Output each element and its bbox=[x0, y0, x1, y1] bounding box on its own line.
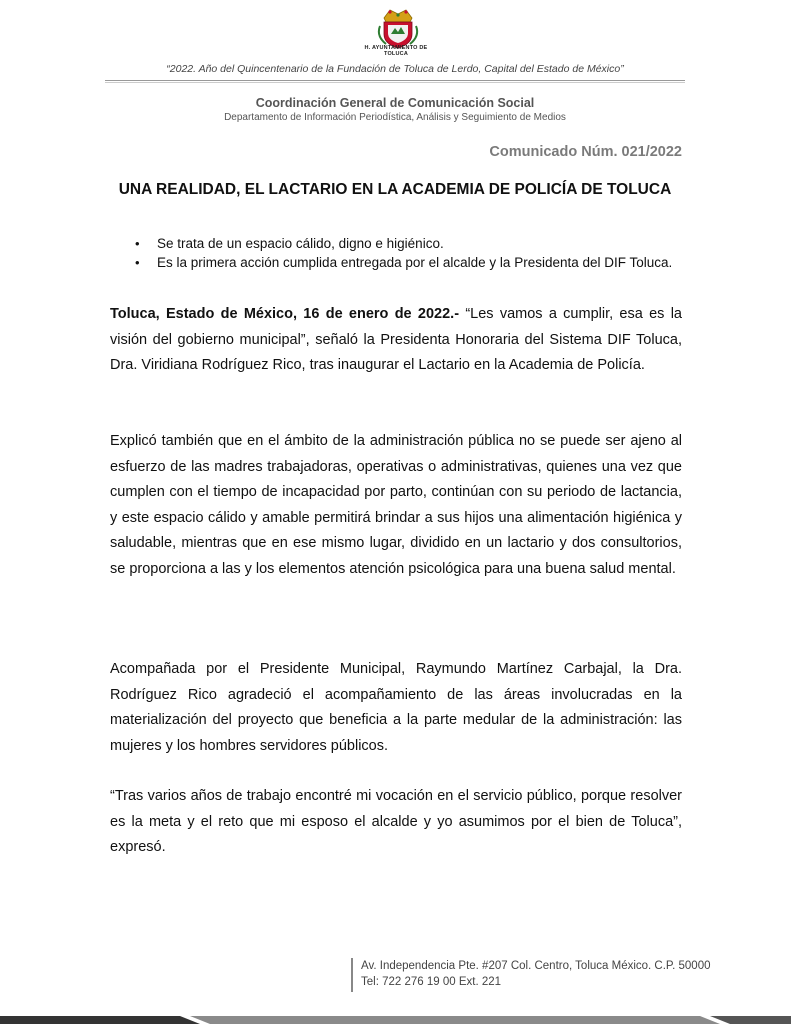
dateline: Toluca, Estado de México, 16 de enero de 2022.- bbox=[110, 306, 460, 322]
department-subtitle: Departamento de Información Periodística, Análisis y Seguimiento de Medios bbox=[224, 112, 566, 123]
body-paragraph-4: “Tras varios años de trabajo encontré mi vocación en el servicio público, porque resolver es la meta y el reto que mi esposo el alcalde y yo asumimos por el bien de Toluca”, expresó. bbox=[110, 788, 682, 855]
body-paragraph-2: Explicó también que en el ámbito de la administración pública no se puede ser ajeno al esfuerzo de las madres trabajadoras, operativas o administrativas, quienes una vez que cumplen con el tiempo de incapacidad por parto, continúan con su periodo de lactancia, y este espacio cálido y amable permitirá brindar a sus hijos una alimentación higiénica y saludable, mientras que en ese mismo lugar, dividido en un lactario y dos consultorios, se proporciona a las y los elementos atención psicológica para una buena salud mental. bbox=[110, 433, 682, 577]
footer-divider bbox=[351, 958, 353, 992]
footer-address: Av. Independencia Pte. #207 Col. Centro, Toluca México. C.P. 50000 bbox=[361, 960, 711, 972]
header-motto: “2022. Año del Quincentenario de la Fundación de Toluca de Lerdo, Capital del Estado de México” bbox=[166, 63, 624, 75]
logo-caption: H. AYUNTAMIENTO DE TOLUCA bbox=[364, 45, 428, 57]
communique-number: Comunicado Núm. 021/2022 bbox=[489, 144, 682, 160]
bullet-dot-icon: • bbox=[135, 236, 140, 251]
paragraph-text: “Les vamos a cumplir, esa es la visión del gobierno municipal”, señaló la Presidenta Honoraria del Sistema DIF Toluca, Dra. Viridiana Rodríguez Rico, tras inaugurar el Lactario en la Academia de Policía. bbox=[110, 306, 682, 373]
body-paragraph-1 bbox=[110, 302, 682, 379]
bullet-text: Se trata de un espacio cálido, digno e higiénico. bbox=[157, 236, 444, 251]
headline: UNA REALIDAD, EL LACTARIO EN LA ACADEMIA DE POLICÍA DE TOLUCA bbox=[118, 181, 672, 198]
header-divider-secondary bbox=[105, 82, 685, 83]
footer-phone: Tel: 722 276 19 00 Ext. 221 bbox=[361, 976, 502, 988]
bullet-dot-icon: • bbox=[135, 254, 140, 270]
coordination-title: Coordinación General de Comunicación Social bbox=[255, 96, 535, 110]
footer-band bbox=[0, 1016, 791, 1024]
header-divider bbox=[105, 80, 685, 81]
summary-bullet-list bbox=[135, 236, 695, 273]
bullet-text: Es la primera acción cumplida entregada por el alcalde y la Presidenta del DIF Toluca. bbox=[157, 254, 673, 270]
bullet-item bbox=[135, 236, 695, 252]
bullet-item bbox=[135, 255, 695, 271]
body-paragraph-3: Acompañada por el Presidente Municipal, Raymundo Martínez Carbajal, la Dra. Rodríguez Rico agradeció el acompañamiento de las áreas involucradas en la materialización del proyecto que beneficia a la parte medular de la administración: las mujeres y los hombres servidores públicos. bbox=[110, 661, 682, 754]
